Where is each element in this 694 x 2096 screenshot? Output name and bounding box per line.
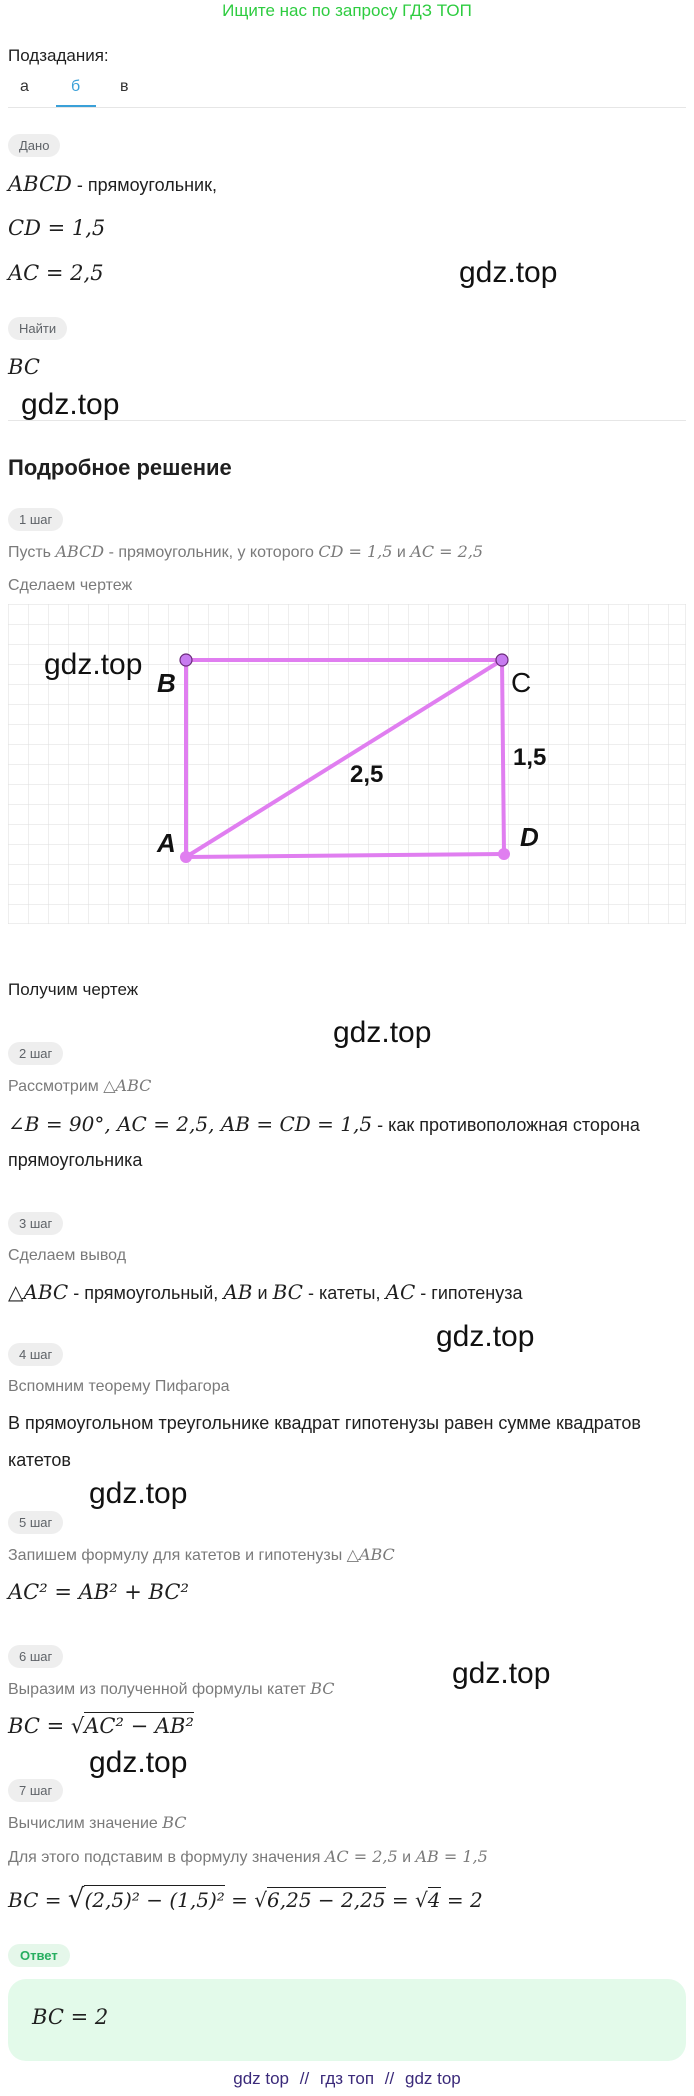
step-6-formula	[8, 1714, 194, 1738]
step-7-sub-text-a: Для этого подставим в формулу значения	[8, 1849, 321, 1866]
step-2-main-line-2: прямоугольника	[8, 1150, 143, 1170]
step-3-math-bc: BC	[272, 1280, 303, 1304]
step-3-text-4: - гипотенуза	[420, 1283, 523, 1303]
given-math-abcd: ABCD	[8, 172, 72, 196]
step-7-hint-text: Вычислим значение	[8, 1815, 158, 1832]
step-5-hint-math: △ABC	[346, 1545, 395, 1564]
step-3-text-1: - прямоугольный,	[73, 1283, 219, 1303]
step-7-substitution	[8, 1847, 488, 1867]
answer-badge: Ответ	[8, 1944, 70, 1967]
sqrt-sign: √	[70, 1714, 85, 1738]
watermark: gdz.top	[436, 1320, 535, 1353]
step-1-intro-text-a: Пусть	[8, 544, 51, 561]
side-cd	[502, 660, 504, 854]
given-line-cd: CD = 1,5	[8, 216, 106, 240]
step-2-main-text: - как противоположная сторона	[377, 1115, 640, 1135]
step-5-hint-text: Запишем формулу для катетов и гипотенузы	[8, 1547, 343, 1564]
step-1-intro-text-b: - прямоугольник, у которого	[108, 544, 314, 561]
step-5-formula: AC² = AB² + BC²	[8, 1580, 189, 1604]
subtask-tab-b[interactable]: б	[71, 78, 81, 95]
label-b: B	[157, 668, 176, 698]
point-a	[180, 851, 192, 863]
step-2-hint-text: Рассмотрим	[8, 1078, 99, 1095]
step-7-formula-lhs: BC =	[8, 1888, 62, 1912]
given-badge: Дано	[8, 134, 60, 157]
footer-separator-1: //	[299, 2069, 310, 2088]
point-b	[180, 654, 192, 666]
step-1-intro-math-cd: CD = 1,5	[318, 542, 393, 561]
step-5-badge: 5 шаг	[8, 1511, 63, 1534]
label-side-value: 1,5	[513, 744, 547, 771]
watermark: gdz.top	[21, 388, 120, 421]
watermark: gdz.top	[44, 648, 143, 681]
step-7-hint	[8, 1813, 187, 1833]
step-3-text-3: - катеты,	[307, 1283, 381, 1303]
step-4-badge: 4 шаг	[8, 1343, 63, 1366]
sqrt-sign: √	[254, 1888, 268, 1912]
step-4-hint: Вспомним теорему Пифагора	[8, 1378, 230, 1395]
watermark: gdz.top	[89, 1477, 188, 1510]
subtask-tab-a[interactable]: а	[20, 78, 29, 95]
step-2-hint-math: △ABC	[103, 1076, 152, 1095]
step-7-eq-2: =	[391, 1888, 409, 1912]
watermark: gdz.top	[89, 1746, 188, 1779]
step-1-badge: 1 шаг	[8, 508, 63, 531]
promo-banner[interactable]: Ищите нас по запросу ГДЗ ТОП	[222, 1, 472, 20]
step-1-intro-math-ac: AC = 2,5	[410, 542, 484, 561]
footer-link-3[interactable]: gdz top	[404, 2069, 461, 2088]
step-3-conclusion	[8, 1280, 523, 1304]
answer-value: BC = 2	[32, 2005, 109, 2029]
label-a: A	[157, 828, 176, 858]
step-6-hint-math: BC	[310, 1679, 335, 1698]
label-diagonal-value: 2,5	[350, 761, 384, 788]
step-3-math-triangle: △ABC	[8, 1280, 69, 1304]
step-7-sub-text-b: и	[402, 1849, 412, 1866]
step-2-hint	[8, 1076, 151, 1096]
step-3-math-ab: AB	[223, 1280, 253, 1304]
step-7-hint-math: BC	[162, 1813, 187, 1832]
step-2-main-math: ∠B = 90°, AC = 2,5, AB = CD = 1,5	[8, 1112, 373, 1136]
step-1-draw-hint: Сделаем чертеж	[8, 577, 133, 594]
given-text-rect: - прямоугольник,	[76, 175, 217, 195]
footer-link-1[interactable]: gdz top	[233, 2069, 289, 2088]
step-1-intro-text-c: и	[396, 544, 406, 561]
step-4-line-1: В прямоугольном треугольнике квадрат гипотенузы равен сумме квадратов	[8, 1413, 641, 1433]
step-3-math-ac: AC	[385, 1280, 416, 1304]
step-7-radicand-1: (2,5)² − (1,5)²	[84, 1885, 224, 1912]
step-7-eq-1: =	[231, 1888, 248, 1912]
tabs-divider	[8, 107, 686, 108]
step-2-main-line-1	[8, 1112, 640, 1136]
point-d	[498, 848, 510, 860]
step-1-intro	[8, 542, 483, 562]
step-1-intro-math-abcd: ABCD	[55, 542, 105, 561]
step-3-hint: Сделаем вывод	[8, 1247, 127, 1264]
watermark: gdz.top	[333, 1016, 432, 1049]
step-7-badge: 7 шаг	[8, 1779, 63, 1802]
step-7-radicand-3: 4	[427, 1888, 441, 1912]
subtasks-label: Подзадания:	[8, 46, 109, 65]
step-6-badge: 6 шаг	[8, 1645, 63, 1668]
step-6-formula-radicand: AC² − AB²	[84, 1714, 194, 1738]
step-5-hint	[8, 1545, 395, 1565]
find-badge: Найти	[8, 317, 67, 340]
sqrt-sign: √	[415, 1888, 428, 1912]
label-d: D	[520, 822, 539, 852]
step-4-line-2: катетов	[8, 1450, 71, 1470]
step-6-hint	[8, 1679, 335, 1699]
point-c	[496, 654, 508, 666]
given-line-1	[8, 172, 217, 196]
answer-box	[8, 1979, 686, 2061]
step-7-result: = 2	[446, 1888, 483, 1912]
footer-separator-2: //	[384, 2069, 395, 2088]
label-c: C	[511, 667, 532, 698]
step-3-badge: 3 шаг	[8, 1212, 63, 1235]
watermark: gdz.top	[452, 1657, 551, 1690]
step-6-formula-lhs: BC =	[8, 1714, 65, 1738]
subtask-tab-v[interactable]: в	[120, 78, 129, 95]
step-7-sub-math-ac: AC = 2,5	[324, 1847, 398, 1866]
step-2-badge: 2 шаг	[8, 1042, 63, 1065]
footer-link-2[interactable]: гдз топ	[319, 2069, 375, 2088]
step-7-radicand-2: 6,25 − 2,25	[267, 1888, 386, 1912]
solution-title: Подробное решение	[8, 455, 232, 480]
watermark: gdz.top	[459, 256, 558, 289]
given-line-ac: AC = 2,5	[8, 261, 104, 285]
sqrt-sign: √	[67, 1884, 85, 1914]
step-7-formula	[8, 1884, 483, 1914]
step-3-text-2: и	[257, 1283, 268, 1303]
find-value: BC	[8, 355, 40, 379]
footer-links	[0, 2069, 694, 2089]
step-7-sub-math-ab: AB = 1,5	[415, 1847, 488, 1866]
step-1-result: Получим чертеж	[8, 980, 139, 999]
step-6-hint-text: Выразим из полученной формулы катет	[8, 1681, 306, 1698]
